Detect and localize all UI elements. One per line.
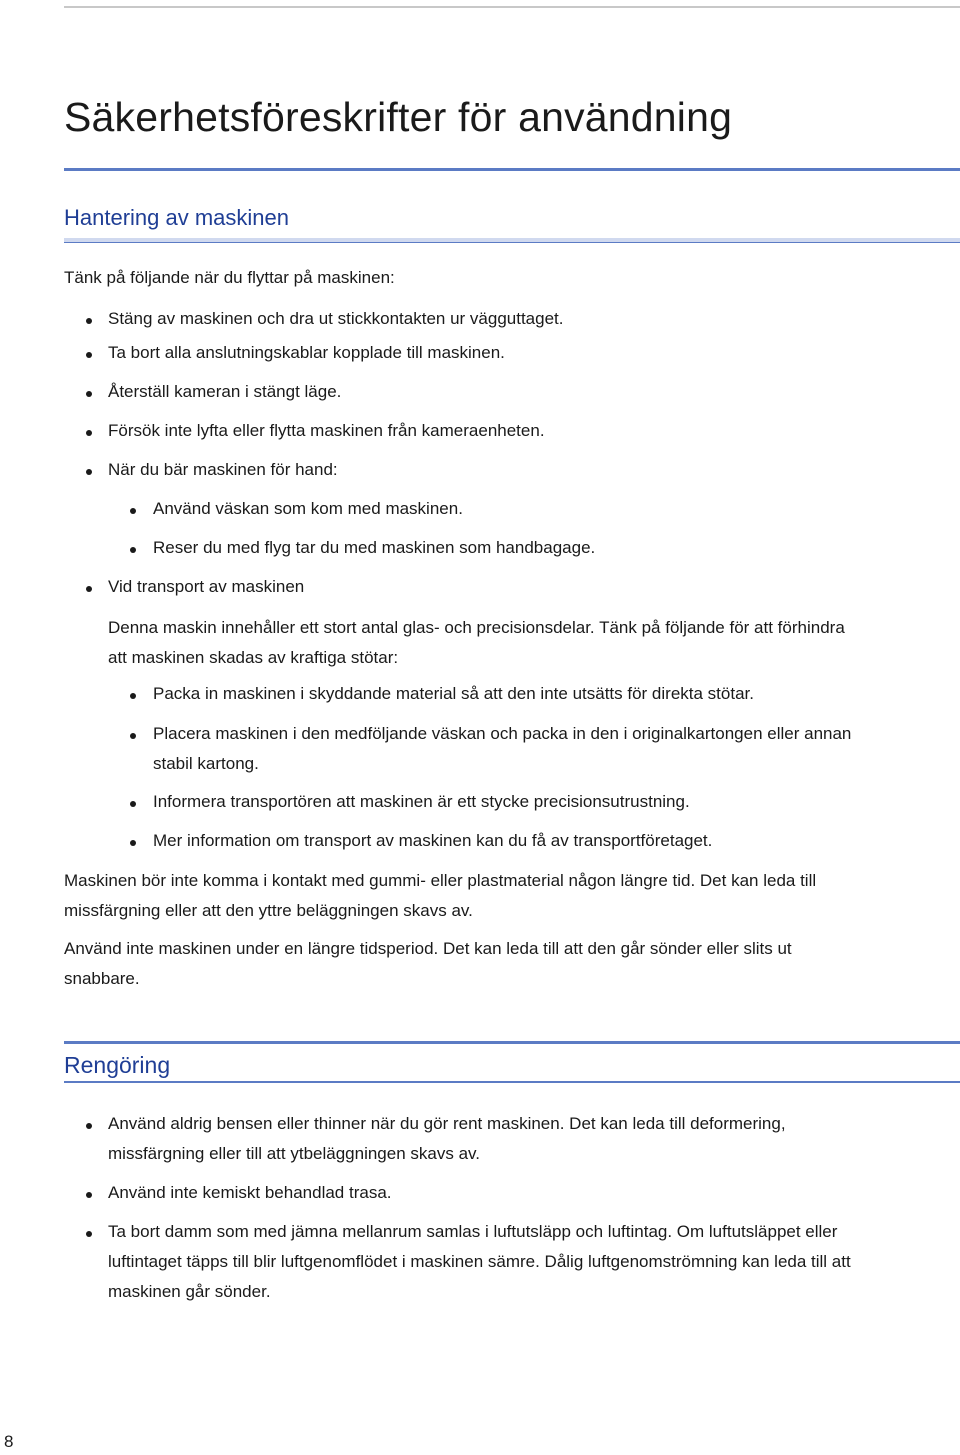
section-handling-header [64,168,960,243]
list-item: Ta bort damm som med jämna mellanrum samlas i luftutsläpp och luftintag. Om luftutsläppet eller [108,1222,838,1241]
list-item: Använd aldrig bensen eller thinner när du gör rent maskinen. Det kan leda till deformering, [108,1114,786,1133]
top-rule [64,6,960,8]
bullet-icon [86,391,92,397]
transport-description: att maskinen skadas av kraftiga stötar: [108,648,399,667]
list-item-transport: Vid transport av maskinen [108,577,305,596]
bullet-icon [86,469,92,475]
transport-description: Denna maskin innehåller ett stort antal glas- och precisionsdelar. Tänk på följande för att förhindra [108,618,845,637]
section-rule-bottom [64,238,960,243]
bullet-icon [86,1231,92,1237]
page-number: 8 [4,1432,14,1451]
sub-list-item: Packa in maskinen i skyddande material så att den inte utsätts för direkta stötar. [153,684,754,703]
paragraph-usage: Använd inte maskinen under en längre tidsperiod. Det kan leda till att den går sönder eller slits ut [64,939,792,958]
sub-list-item: Använd väskan som kom med maskinen. [153,499,463,518]
list-item: Återställ kameran i stängt läge. [108,382,342,401]
bullet-icon [130,547,136,553]
bullet-icon [86,1192,92,1198]
bullet-icon [86,1123,92,1129]
bullet-icon [86,318,92,324]
bullet-icon [130,801,136,807]
page-title: Säkerhetsföreskrifter för användning [64,94,733,140]
bullet-icon [86,430,92,436]
paragraph-material: Maskinen bör inte komma i kontakt med gummi- eller plastmaterial någon längre tid. Det kan leda till [64,871,817,890]
sub-list-item: Mer information om transport av maskinen kan du få av transportföretaget. [153,831,713,850]
list-item: Använd inte kemiskt behandlad trasa. [108,1183,392,1202]
bullet-icon [86,586,92,592]
section-cleaning-header [64,1041,960,1081]
list-item: Stäng av maskinen och dra ut stickkontakten ur vägguttaget. [108,309,564,328]
bullet-icon [130,733,136,739]
list-item-cont: luftintaget täpps till blir luftgenomflödet i maskinen sämre. Dålig luftgenomströmning kan leda till att [108,1252,851,1271]
intro-text: Tänk på följande när du flyttar på maskinen: [64,268,395,287]
paragraph-usage: snabbare. [64,969,140,988]
list-item-cont: maskinen går sönder. [108,1282,271,1301]
section-rule-bottom [64,1081,960,1083]
sub-list-item: Reser du med flyg tar du med maskinen som handbagage. [153,538,596,557]
list-item: Försök inte lyfta eller flytta maskinen från kameraenheten. [108,421,545,440]
bullet-icon [86,352,92,358]
list-item: Ta bort alla anslutningskablar kopplade till maskinen. [108,343,505,362]
sub-list-item: Placera maskinen i den medföljande väskan och packa in den i originalkartongen eller annan [153,724,852,743]
section-heading-handling: Hantering av maskinen [64,205,290,230]
paragraph-material: missfärgning eller att den yttre beläggningen skavs av. [64,901,473,920]
bullet-icon [130,693,136,699]
bullet-icon [130,840,136,846]
section-heading-cleaning: Rengöring [64,1052,171,1078]
bullet-icon [130,508,136,514]
list-item-cont: missfärgning eller till att ytbeläggningen skavs av. [108,1144,480,1163]
sub-list-item-cont: stabil kartong. [153,754,259,773]
list-item: När du bär maskinen för hand: [108,460,338,479]
sub-list-item: Informera transportören att maskinen är ett stycke precisionsutrustning. [153,792,690,811]
